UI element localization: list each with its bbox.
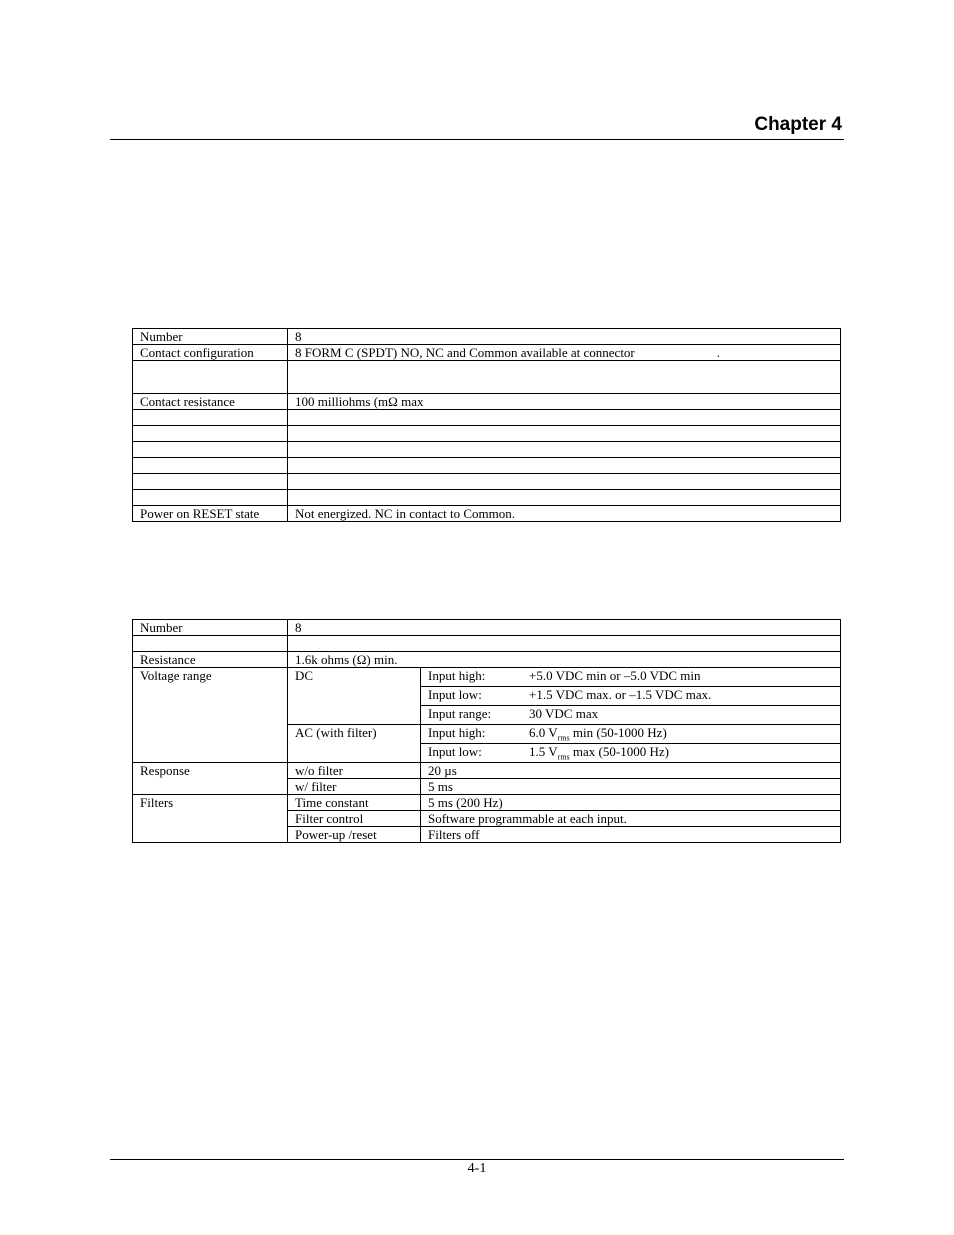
ac-low-label: Input low: bbox=[428, 744, 482, 759]
time-constant-value: 5 ms (200 Hz) bbox=[421, 795, 841, 811]
header-rule bbox=[110, 139, 844, 140]
table-row bbox=[133, 458, 841, 474]
table-row bbox=[133, 442, 841, 458]
filter-control-value: Software programmable at each input. bbox=[421, 811, 841, 827]
empty-cell bbox=[133, 426, 288, 442]
contact-config-cell bbox=[288, 345, 841, 361]
table-row bbox=[133, 620, 841, 636]
response-label: Response bbox=[133, 763, 288, 795]
response-w-value: 5 ms bbox=[421, 779, 841, 795]
empty-cell bbox=[288, 442, 841, 458]
empty-cell bbox=[133, 490, 288, 506]
dc-low-value: +1.5 VDC max. or –1.5 VDC max. bbox=[529, 687, 712, 702]
contact-config-suffix: . bbox=[716, 345, 721, 360]
table-row bbox=[133, 394, 841, 410]
contact-resistance-value: 100 milliohms (mΩ max bbox=[288, 394, 841, 410]
table-row bbox=[133, 636, 841, 652]
table-row bbox=[133, 490, 841, 506]
dc-low-label: Input low: bbox=[428, 687, 482, 702]
power-on-label: Power on RESET state bbox=[133, 506, 288, 522]
dc-high-label: Input high: bbox=[428, 668, 486, 683]
ac-high-sub: rms bbox=[557, 733, 570, 743]
ac-low-sub: rms bbox=[557, 752, 570, 762]
relay-spec-table bbox=[132, 328, 841, 522]
table-row bbox=[133, 668, 841, 687]
resistance-label: Resistance bbox=[133, 652, 288, 668]
table-row bbox=[133, 426, 841, 442]
filters-label: Filters bbox=[133, 795, 288, 843]
table-row bbox=[133, 329, 841, 345]
resistance-value: 1.6k ohms (Ω) min. bbox=[288, 652, 841, 668]
dc-range-cell bbox=[421, 706, 841, 725]
chapter-title: Chapter 4 bbox=[754, 114, 842, 135]
table-row bbox=[133, 795, 841, 811]
dc-low-cell bbox=[421, 687, 841, 706]
empty-cell bbox=[133, 410, 288, 426]
table-row bbox=[133, 361, 841, 394]
empty-cell bbox=[133, 458, 288, 474]
table-row bbox=[133, 410, 841, 426]
page-number: 4-1 bbox=[467, 1161, 487, 1176]
empty-cell bbox=[288, 636, 841, 652]
table-row bbox=[133, 506, 841, 522]
ac-low-prefix: 1.5 V bbox=[529, 744, 558, 759]
power-on-value: Not energized. NC in contact to Common. bbox=[288, 506, 841, 522]
powerup-value: Filters off bbox=[421, 827, 841, 843]
ac-high-cell bbox=[421, 725, 841, 744]
response-wo-value: 20 µs bbox=[421, 763, 841, 779]
empty-cell bbox=[288, 490, 841, 506]
table-row bbox=[133, 652, 841, 668]
ac-high-suffix: min (50-1000 Hz) bbox=[569, 725, 667, 740]
input-number-label: Number bbox=[133, 620, 288, 636]
contact-config-label: Contact configuration bbox=[133, 345, 288, 361]
input-spec-table bbox=[132, 619, 841, 843]
table-row bbox=[133, 345, 841, 361]
contact-resistance-label: Contact resistance bbox=[133, 394, 288, 410]
empty-cell bbox=[288, 474, 841, 490]
table-row bbox=[133, 474, 841, 490]
dc-range-label: Input range: bbox=[428, 706, 492, 721]
empty-cell bbox=[288, 458, 841, 474]
empty-cell bbox=[133, 361, 288, 394]
contact-config-value: 8 FORM C (SPDT) NO, NC and Common available at connector bbox=[295, 345, 635, 360]
footer-rule bbox=[110, 1159, 844, 1160]
powerup-label: Power-up /reset bbox=[288, 827, 421, 843]
empty-cell bbox=[133, 636, 288, 652]
time-constant-label: Time constant bbox=[288, 795, 421, 811]
response-w-label: w/ filter bbox=[288, 779, 421, 795]
empty-cell bbox=[288, 361, 841, 394]
ac-low-suffix: max (50-1000 Hz) bbox=[569, 744, 669, 759]
dc-high-value: +5.0 VDC min or –5.0 VDC min bbox=[529, 668, 701, 683]
relay-number-label: Number bbox=[133, 329, 288, 345]
dc-label: DC bbox=[288, 668, 421, 725]
empty-cell bbox=[288, 426, 841, 442]
ac-high-label: Input high: bbox=[428, 725, 486, 740]
voltage-range-label: Voltage range bbox=[133, 668, 288, 763]
relay-number-value: 8 bbox=[288, 329, 841, 345]
dc-high-cell bbox=[421, 668, 841, 687]
table-row bbox=[133, 763, 841, 779]
response-wo-label: w/o filter bbox=[288, 763, 421, 779]
empty-cell bbox=[133, 474, 288, 490]
ac-high-prefix: 6.0 V bbox=[529, 725, 558, 740]
input-number-value: 8 bbox=[288, 620, 841, 636]
ac-label: AC (with filter) bbox=[288, 725, 421, 763]
filter-control-label: Filter control bbox=[288, 811, 421, 827]
ac-low-cell bbox=[421, 744, 841, 763]
dc-range-value: 30 VDC max bbox=[529, 706, 599, 721]
empty-cell bbox=[288, 410, 841, 426]
empty-cell bbox=[133, 442, 288, 458]
